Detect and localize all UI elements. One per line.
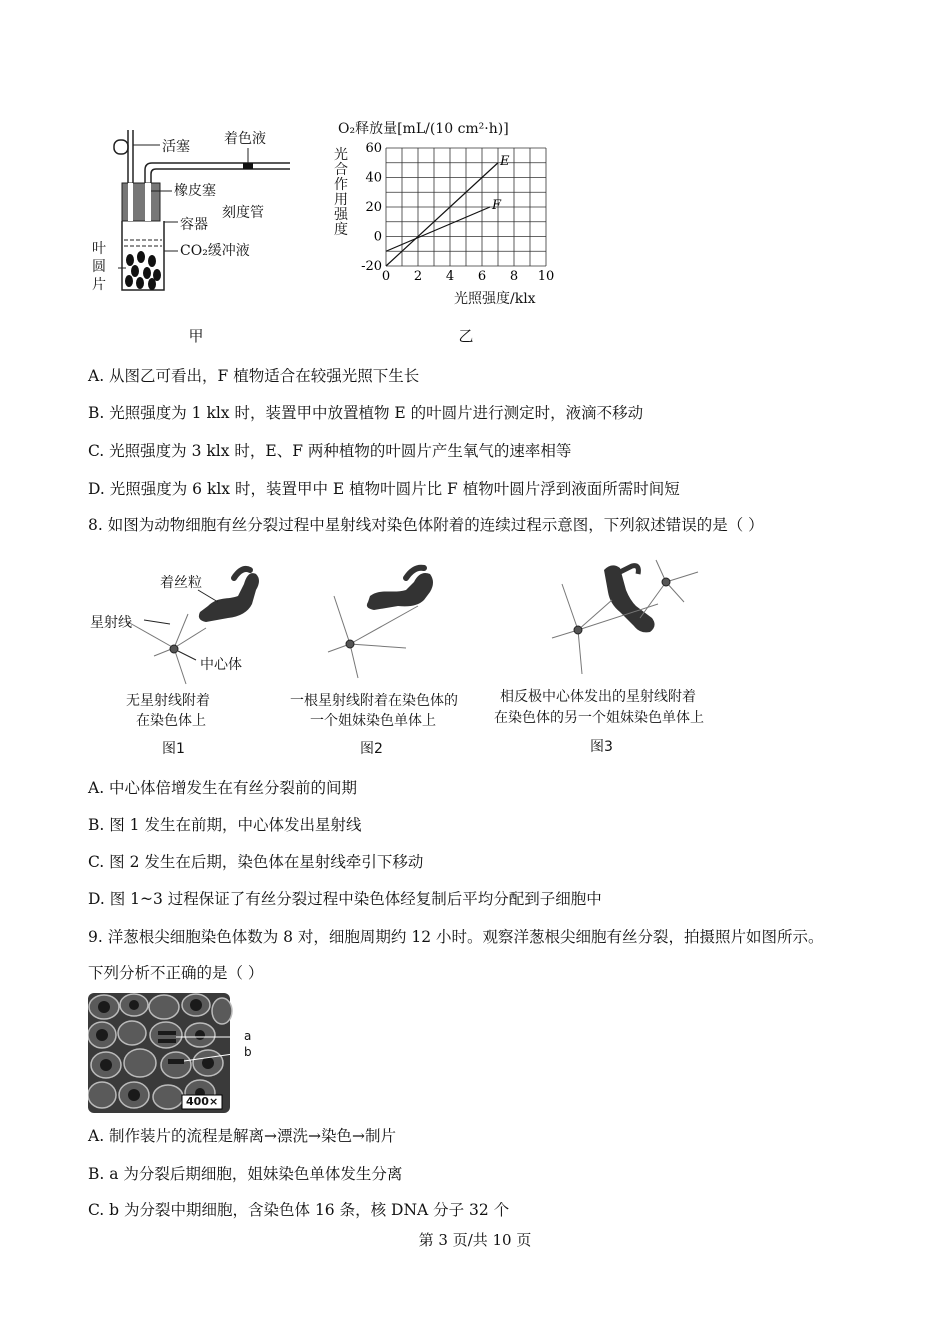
onion-root-photo (88, 993, 260, 1113)
chart-y-tick-label: -20 (361, 259, 382, 274)
chart-series-label-E: E (500, 153, 510, 169)
apparatus-figure-jia (92, 118, 290, 348)
chart-ylabel: 光合作用强度 (334, 147, 348, 238)
fig3-drawing (508, 556, 738, 686)
q9-stem-line1: 9. 洋葱根尖细胞染色体数为 8 对，细胞周期约 12 小时。观察洋葱根尖细胞有丝分裂，拍摄照片如图所示。 (88, 928, 824, 946)
caption-yi: 乙 (458, 327, 474, 345)
chart-y-tick-label: 0 (373, 229, 382, 245)
chart-title: O₂释放量[mL/(10 cm²·h)] (338, 121, 509, 137)
fig1-desc-line2: 在染色体上 (136, 713, 206, 729)
chart-x-tick-label: 6 (477, 269, 487, 284)
photo-label-a: a (244, 1029, 252, 1043)
label-scale-tube: 刻度管 (222, 205, 264, 221)
fig2-drawing (298, 556, 498, 686)
chart-xlabel: 光照强度/klx (454, 291, 536, 307)
fig1-caption: 图1 (162, 741, 185, 757)
chart-yi (330, 118, 570, 318)
chart-x-tick-label: 10 (537, 269, 555, 284)
fig1-label-kinetochore: 着丝粒 (160, 575, 202, 591)
label-stopper: 橡皮塞 (174, 183, 216, 199)
fig1-desc-line1: 无星射线附着 (126, 693, 210, 709)
fig3-desc-line1: 相反极中心体发出的星射线附着 (500, 689, 696, 705)
label-container: 容器 (180, 217, 208, 233)
chart-x-tick-label: 8 (509, 269, 519, 284)
photo-magnification: 400× (186, 1095, 219, 1108)
fig3-desc-line2: 在染色体的另一个姐妹染色单体上 (494, 710, 704, 726)
fig1-label-centrosome: 中心体 (200, 657, 242, 673)
label-dye: 着色液 (224, 131, 266, 147)
chart-series-label-F: F (492, 198, 502, 213)
photo-label-b: b (244, 1045, 252, 1059)
q7-option-d: D. 光照强度为 6 klx 时，装置甲中 E 植物叶圆片比 F 植物叶圆片浮到液面所需时间短 (88, 480, 680, 498)
q8-option-a: A. 中心体倍增发生在有丝分裂前的间期 (88, 779, 358, 797)
chart-y-tick-label: 60 (365, 141, 382, 156)
label-buffer: CO₂缓冲液 (180, 243, 250, 259)
caption-jia: 甲 (188, 327, 204, 345)
chart-y-tick-label: 40 (365, 170, 382, 186)
fig1-label-aster: 星射线 (90, 615, 132, 631)
q9-option-b: B. a 为分裂后期细胞，姐妹染色单体发生分离 (88, 1165, 403, 1183)
chart-x-tick-label: 4 (445, 269, 455, 284)
q8-stem: 8. 如图为动物细胞有丝分裂过程中星射线对染色体附着的连续过程示意图，下列叙述错误的是（ ） (88, 516, 764, 534)
q8-figure (88, 556, 743, 766)
chart-x-tick-label: 0 (381, 269, 391, 284)
q8-option-b: B. 图 1 发生在前期，中心体发出星射线 (88, 816, 362, 834)
chart-x-tick-label: 2 (413, 269, 423, 284)
q9-option-c: C. b 为分裂中期细胞，含染色体 16 条，核 DNA 分子 32 个 (88, 1201, 510, 1219)
q7-option-b: B. 光照强度为 1 klx 时，装置甲中放置植物 E 的叶圆片进行测定时，液滴不移动 (88, 404, 644, 422)
page-footer: 第 3 页/共 10 页 (418, 1231, 532, 1249)
fig2-desc-line1: 一根星射线附着在染色体的 (290, 693, 458, 709)
micrograph (88, 993, 260, 1113)
chart-y-tick-label: 20 (365, 200, 382, 215)
fig2-caption: 图2 (360, 741, 383, 757)
chart-series-line-E (386, 163, 498, 266)
q7-option-c: C. 光照强度为 3 klx 时，E、F 两种植物的叶圆片产生氧气的速率相等 (88, 442, 572, 460)
q7-option-a: A. 从图乙可看出，F 植物适合在较强光照下生长 (88, 367, 420, 385)
label-piston: 活塞 (162, 139, 190, 155)
fig2-desc-line2: 一个姐妹染色单体上 (310, 713, 436, 729)
q8-option-d: D. 图 1~3 过程保证了有丝分裂过程中染色体经复制后平均分配到子细胞中 (88, 890, 602, 908)
label-leaf-disc: 叶 圆 片 (92, 241, 106, 293)
fig3-caption: 图3 (590, 739, 613, 755)
q9-option-a: A. 制作装片的流程是解离→漂洗→染色→制片 (88, 1127, 397, 1145)
q8-option-c: C. 图 2 发生在后期，染色体在星射线牵引下移动 (88, 853, 424, 871)
q9-stem-line2: 下列分析不正确的是（ ） (88, 964, 264, 982)
